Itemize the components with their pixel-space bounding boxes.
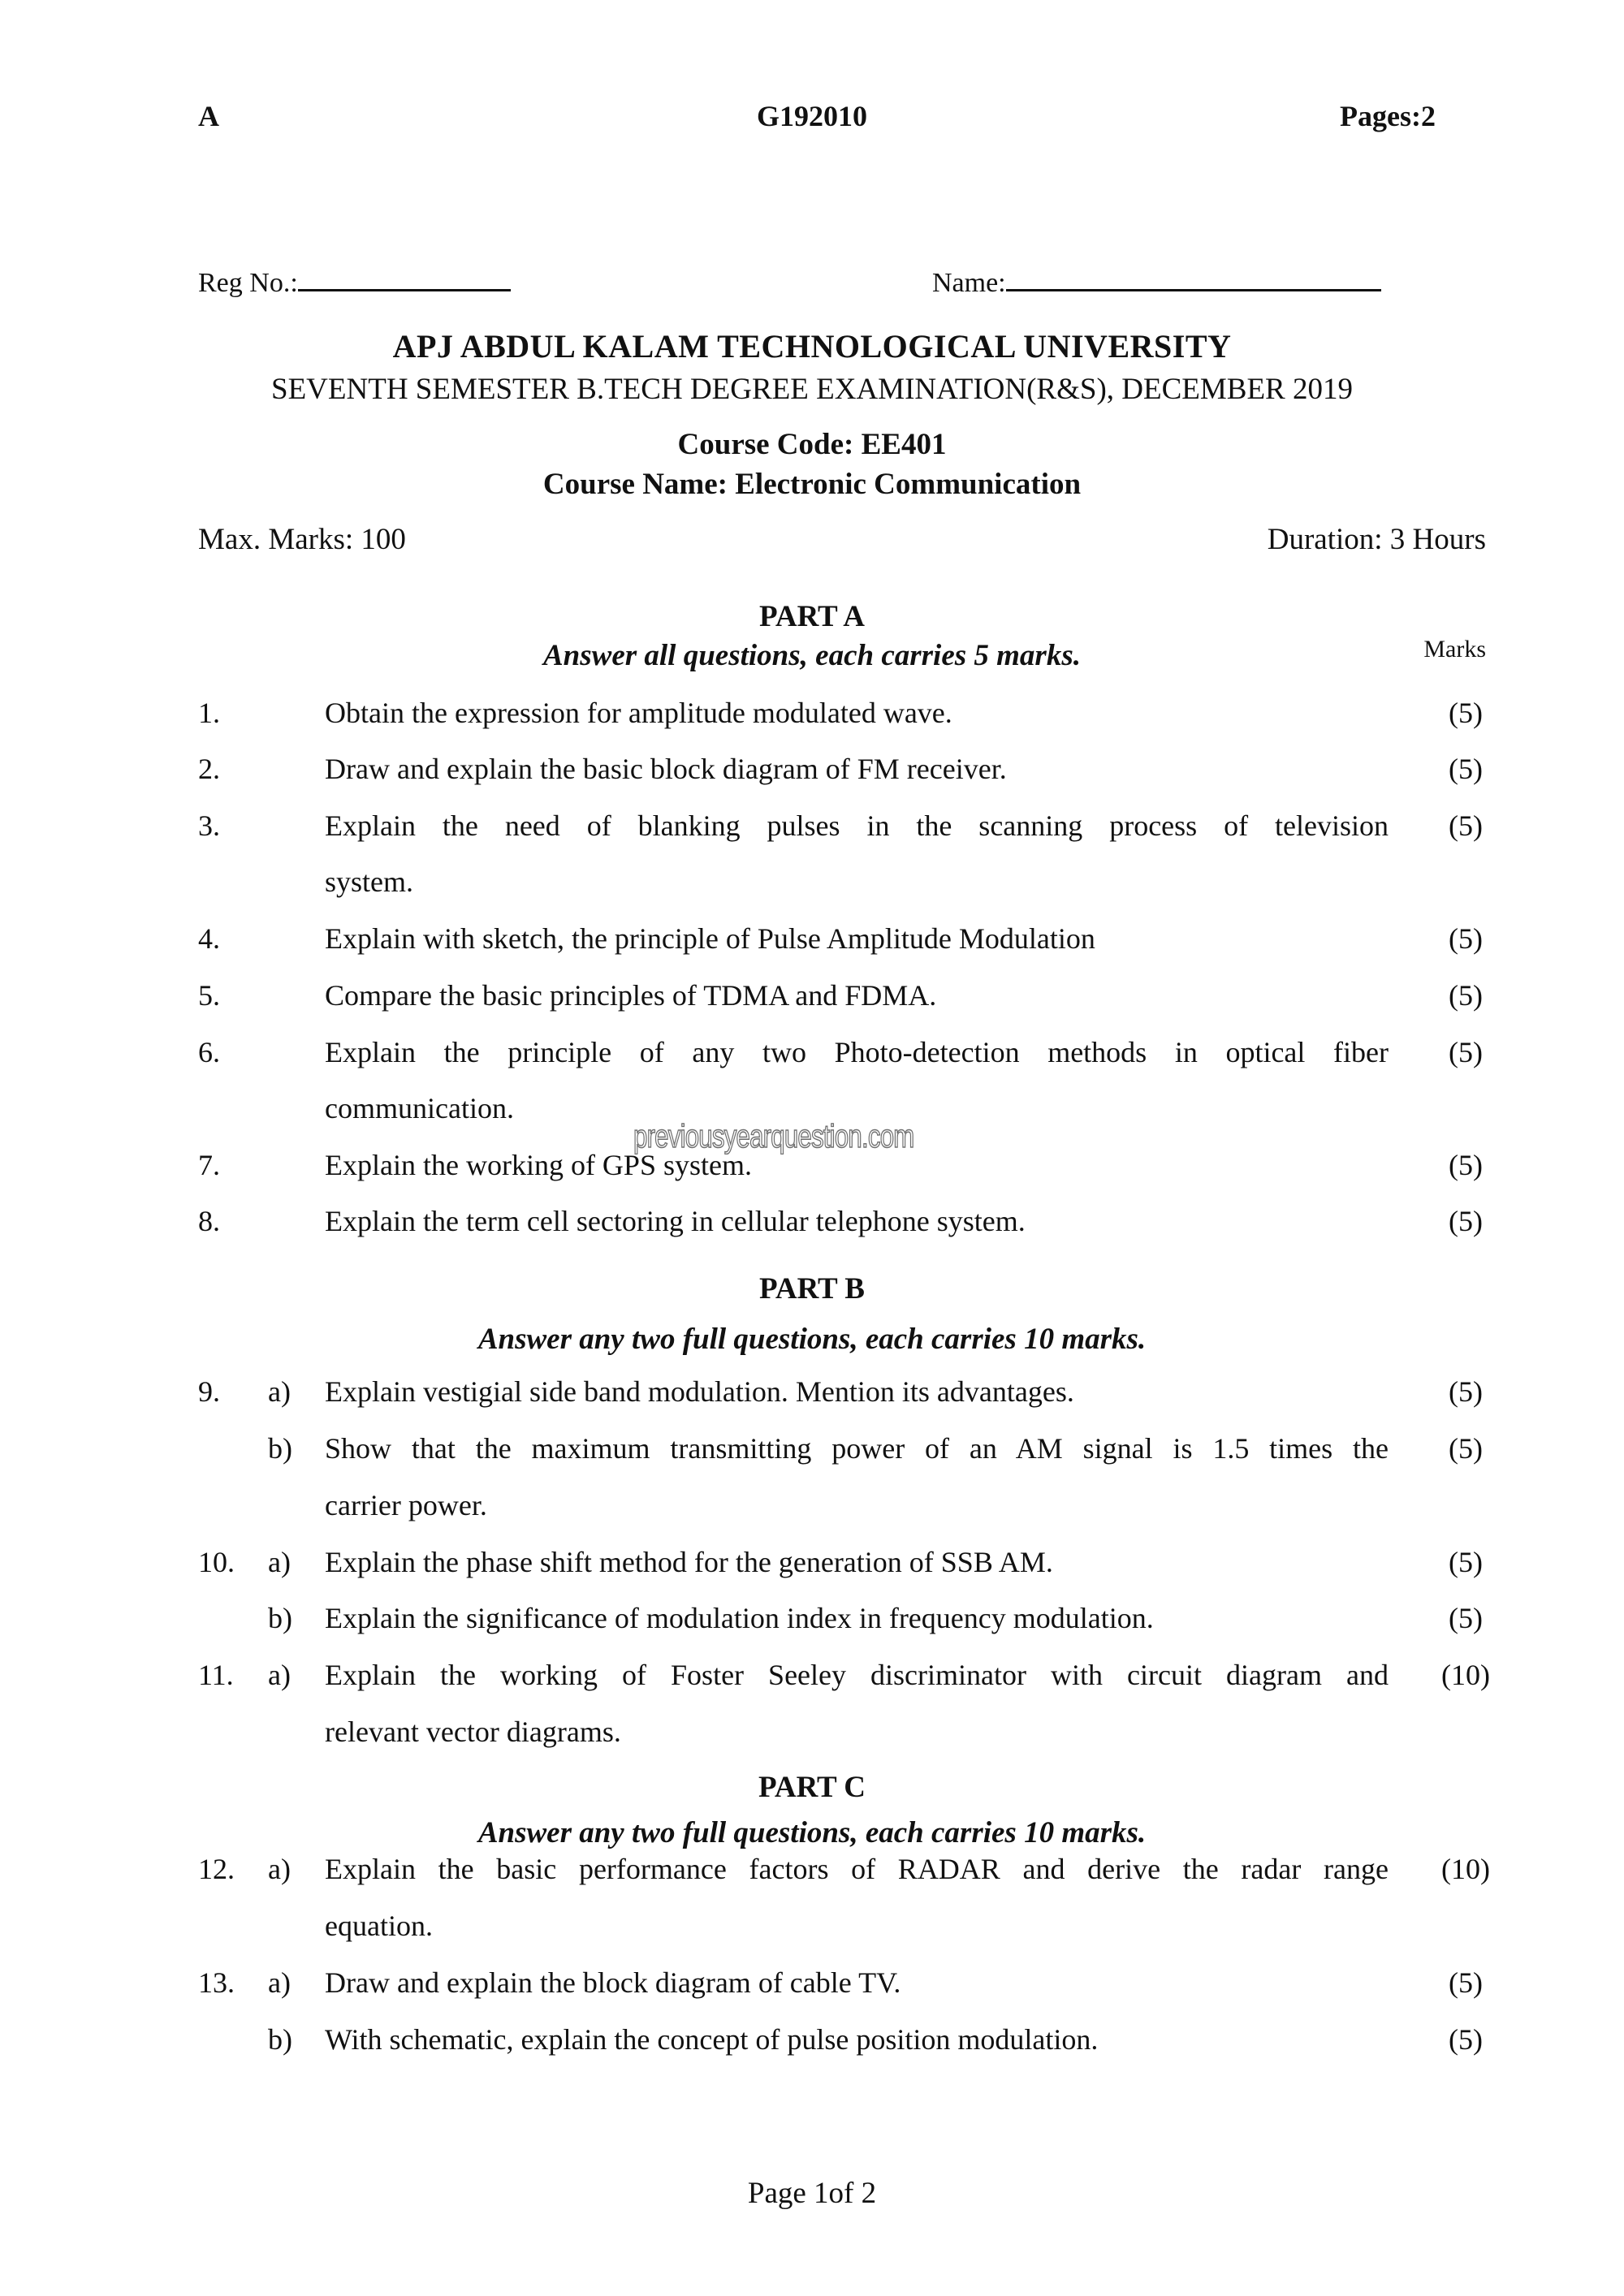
watermark: previousyearquestion.com bbox=[633, 1119, 914, 1154]
part-b-title: PART B bbox=[759, 1272, 865, 1306]
question-text-line-1: Explain the working of Foster Seeley discriminator with circuit diagram and bbox=[325, 1659, 1389, 1691]
name-label: Name: bbox=[932, 268, 1006, 298]
question-text: Explain vestigial side band modulation. Mention its advantages. bbox=[325, 1375, 1074, 1408]
question-number: 11. bbox=[198, 1659, 234, 1691]
sub-question-label: a) bbox=[268, 1659, 291, 1691]
question-text: Explain the term cell sectoring in cellular telephone system. bbox=[325, 1205, 1026, 1237]
reg-no-blank bbox=[298, 289, 511, 291]
part-a-title: PART A bbox=[759, 600, 865, 633]
question-text-line-1: Explain the basic performance factors of RADAR and derive the radar range bbox=[325, 1853, 1389, 1885]
question-text: Draw and explain the block diagram of cable TV. bbox=[325, 1966, 901, 1999]
question-text: With schematic, explain the concept of pulse position modulation. bbox=[325, 2023, 1099, 2056]
question-text-line-2: communication. bbox=[325, 1092, 514, 1124]
question-text: Explain with sketch, the principle of Pulse Amplitude Modulation bbox=[325, 922, 1095, 955]
question-number: 9. bbox=[198, 1375, 220, 1408]
question-text: Compare the basic principles of TDMA and FDMA. bbox=[325, 979, 937, 1012]
name-blank bbox=[1006, 289, 1381, 291]
question-marks: (10) bbox=[1441, 1853, 1490, 1885]
question-text: Explain the significance of modulation index in frequency modulation. bbox=[325, 1602, 1154, 1634]
sub-question-label: a) bbox=[268, 1375, 291, 1408]
exam-title: SEVENTH SEMESTER B.TECH DEGREE EXAMINATION(R&S), DECEMBER 2019 bbox=[271, 373, 1353, 406]
question-marks: (5) bbox=[1449, 1602, 1483, 1634]
question-text-line-2: carrier power. bbox=[325, 1489, 487, 1521]
question-text-line-1: Show that the maximum transmitting power of an AM signal is 1.5 times the bbox=[325, 1432, 1389, 1465]
question-number: 3. bbox=[198, 809, 220, 842]
part-a-instruction: Answer all questions, each carries 5 marks. bbox=[543, 639, 1081, 672]
question-marks: (5) bbox=[1449, 922, 1483, 955]
question-marks: (5) bbox=[1449, 1375, 1483, 1408]
question-number: 13. bbox=[198, 1966, 235, 1999]
duration: Duration: 3 Hours bbox=[1267, 523, 1486, 556]
marks-column-label: Marks bbox=[1423, 636, 1486, 662]
sub-question-label: b) bbox=[268, 1432, 292, 1465]
question-marks: (5) bbox=[1449, 2023, 1483, 2056]
sub-question-label: a) bbox=[268, 1853, 291, 1885]
page-footer: Page 1of 2 bbox=[747, 2177, 877, 2210]
question-text-line-2: equation. bbox=[325, 1910, 433, 1942]
question-marks: (5) bbox=[1449, 809, 1483, 842]
sub-question-label: b) bbox=[268, 2023, 292, 2056]
part-c-title: PART C bbox=[758, 1771, 866, 1804]
question-text: Explain the working of GPS system. bbox=[325, 1149, 752, 1181]
name-field bbox=[932, 268, 1381, 299]
part-b-instruction: Answer any two full questions, each carries 10 marks. bbox=[477, 1323, 1147, 1356]
paper-set-letter: A bbox=[198, 100, 219, 132]
reg-no-field bbox=[198, 268, 511, 299]
question-text-line-2: relevant vector diagrams. bbox=[325, 1716, 621, 1748]
question-marks: (5) bbox=[1449, 1036, 1483, 1068]
question-number: 10. bbox=[198, 1546, 235, 1578]
question-number: 12. bbox=[198, 1853, 235, 1885]
course-code: Course Code: EE401 bbox=[677, 428, 947, 461]
question-number: 1. bbox=[198, 697, 220, 729]
question-text: Draw and explain the basic block diagram of FM receiver. bbox=[325, 753, 1007, 785]
question-number: 8. bbox=[198, 1205, 220, 1237]
question-text-line-1: Explain the principle of any two Photo-detection methods in optical fiber bbox=[325, 1036, 1389, 1068]
question-text: Obtain the expression for amplitude modulated wave. bbox=[325, 697, 952, 729]
question-marks: (5) bbox=[1449, 1149, 1483, 1181]
max-marks: Max. Marks: 100 bbox=[198, 523, 406, 556]
question-number: 6. bbox=[198, 1036, 220, 1068]
course-name: Course Name: Electronic Communication bbox=[542, 468, 1082, 501]
question-number: 4. bbox=[198, 922, 220, 955]
question-marks: (10) bbox=[1441, 1659, 1490, 1691]
sub-question-label: a) bbox=[268, 1966, 291, 1999]
question-text-line-2: system. bbox=[325, 865, 414, 898]
question-number: 5. bbox=[198, 979, 220, 1012]
part-c-instruction: Answer any two full questions, each carries 10 marks. bbox=[477, 1816, 1147, 1849]
reg-no-label: Reg No.: bbox=[198, 268, 298, 298]
question-marks: (5) bbox=[1449, 979, 1483, 1012]
question-marks: (5) bbox=[1449, 1546, 1483, 1578]
question-marks: (5) bbox=[1449, 1205, 1483, 1237]
question-marks: (5) bbox=[1449, 1966, 1483, 1999]
sub-question-label: b) bbox=[268, 1602, 292, 1634]
sub-question-label: a) bbox=[268, 1546, 291, 1578]
page-count: Pages:2 bbox=[1340, 100, 1436, 132]
question-marks: (5) bbox=[1449, 1432, 1483, 1465]
paper-code: G192010 bbox=[756, 100, 867, 132]
question-number: 7. bbox=[198, 1149, 220, 1181]
question-marks: (5) bbox=[1449, 697, 1483, 729]
question-marks: (5) bbox=[1449, 753, 1483, 785]
university-title: APJ ABDUL KALAM TECHNOLOGICAL UNIVERSITY bbox=[392, 328, 1232, 365]
question-number: 2. bbox=[198, 753, 220, 785]
question-text-line-1: Explain the need of blanking pulses in the scanning process of television bbox=[325, 809, 1389, 842]
question-text: Explain the phase shift method for the generation of SSB AM. bbox=[325, 1546, 1053, 1578]
